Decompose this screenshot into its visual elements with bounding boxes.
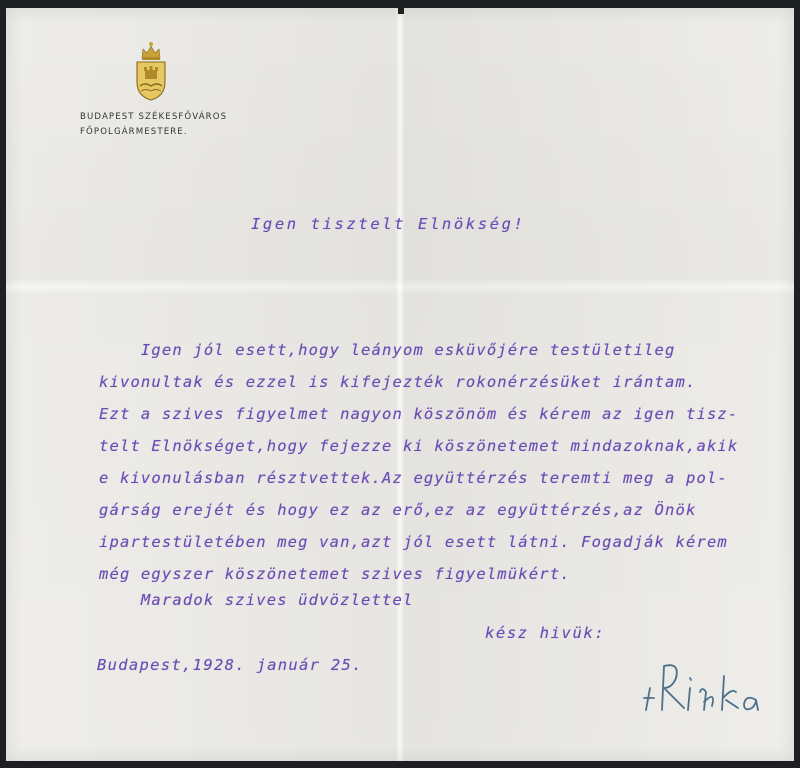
letterhead-line-1: BUDAPEST SZÉKESFŐVÁROS	[80, 112, 228, 122]
body-line: Igen jól esett,hogy leányom esküvőjére testületileg	[99, 341, 676, 359]
closing: kész hivük:	[485, 624, 606, 642]
letterhead-office	[80, 110, 227, 140]
body-line: gárság erejét és hogy ez az erő,ez az együttérzés,az Önök	[99, 501, 697, 519]
body-line: még egyszer köszönetemet szives figyelmükért.	[99, 565, 571, 583]
body-line: telt Elnökséget,hogy fejezze ki köszönetemet mindazoknak,akik	[99, 437, 739, 455]
coat-of-arms-icon	[133, 40, 169, 102]
date-line: Budapest,1928. január 25.	[97, 656, 363, 674]
handwritten-signature	[640, 648, 780, 728]
letterhead-line-2: FŐPOLGÁRMESTERE.	[80, 127, 188, 137]
paper-tear	[398, 8, 404, 14]
body-line: ipartestületében meg van,azt jól esett látni. Fogadják kérem	[99, 533, 728, 551]
body-line: e kivonulásban résztvettek.Az együttérzés teremti meg a pol-	[99, 469, 728, 487]
body-line: kivonultak és ezzel is kifejezték rokonérzésüket irántam.	[99, 373, 697, 391]
salutation: Igen tisztelt Elnökség!	[251, 215, 526, 233]
body-line: Ezt a szives figyelmet nagyon köszönöm és kérem az igen tisz-	[99, 405, 739, 423]
body-line: Maradok szives üdvözlettel	[99, 591, 414, 609]
